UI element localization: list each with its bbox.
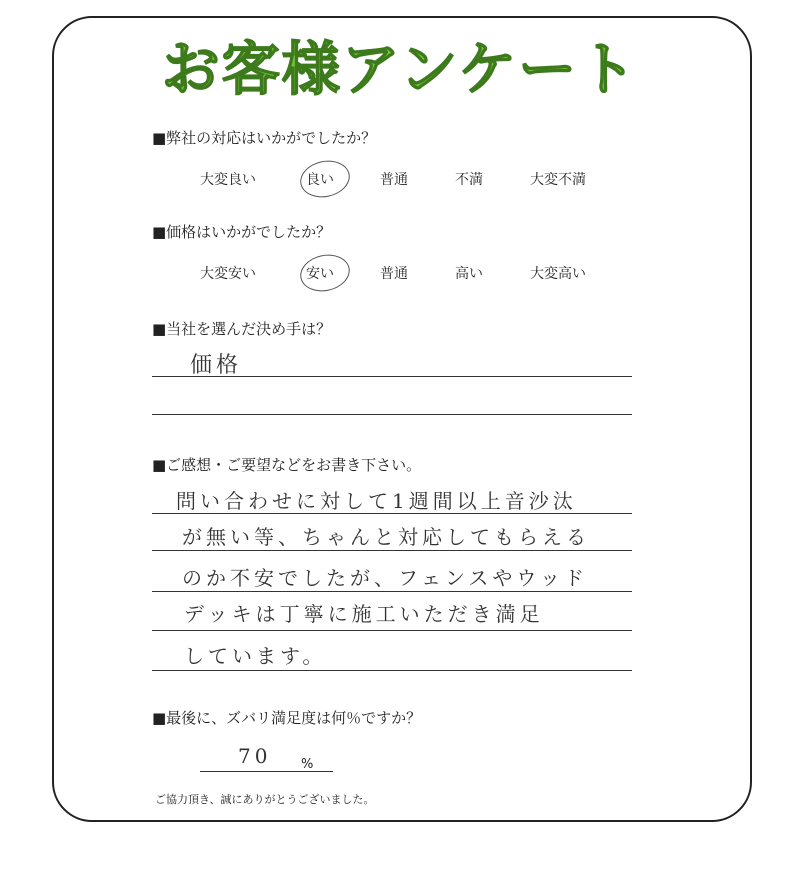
option-price-normal[interactable]: 普通 [380, 266, 408, 282]
answer-satisfaction: 70 [238, 744, 272, 768]
option-price-expensive[interactable]: 高い [455, 266, 483, 282]
comment-line-3: のか不安でしたが、フェンスやウッド [182, 566, 588, 590]
question-comments: ■ご感想・ご要望などをお書き下さい。 [152, 456, 422, 474]
percent-unit: % [301, 757, 314, 772]
question-satisfaction: ■最後に、ズバリ満足度は何％ですか？ [152, 709, 422, 727]
survey-title: お客様アンケート [161, 35, 639, 103]
answer-line [152, 513, 632, 514]
answer-line [152, 414, 632, 415]
comment-line-2: が無い等、ちゃんと対応してもらえる [182, 525, 590, 549]
option-service-dissatisfied[interactable]: 不満 [455, 172, 483, 188]
answer-line [152, 670, 632, 671]
thank-you-note: ご協力頂き、誠にありがとうございました。 [155, 793, 375, 806]
question-deciding-factor: ■当社を選んだ決め手は？ [152, 320, 332, 338]
answer-deciding-factor: 価格 [190, 353, 243, 378]
option-price-cheap-selected[interactable]: 安い [306, 263, 334, 283]
option-service-normal[interactable]: 普通 [380, 172, 408, 188]
answer-line [152, 376, 632, 377]
option-service-very-good[interactable]: 大変良い [200, 172, 256, 188]
option-price-very-cheap[interactable]: 大変安い [200, 266, 256, 282]
comment-line-1: 問い合わせに対して1週間以上音沙汰 [176, 489, 577, 513]
options-price [0, 263, 800, 287]
answer-line [152, 550, 632, 551]
options-service [0, 169, 800, 193]
option-service-very-dissatisfied[interactable]: 大変不満 [530, 172, 586, 188]
option-service-good-selected[interactable]: 良い [306, 169, 334, 189]
question-price: ■価格はいかがでしたか？ [152, 223, 332, 241]
answer-line [152, 630, 632, 631]
question-service: ■弊社の対応はいかがでしたか？ [152, 129, 377, 147]
comment-line-4: デッキは丁寧に施工いただき満足 [184, 602, 544, 626]
answer-line [152, 591, 632, 592]
option-price-very-expensive[interactable]: 大変高い [530, 266, 586, 282]
comment-line-5: しています。 [184, 644, 327, 668]
